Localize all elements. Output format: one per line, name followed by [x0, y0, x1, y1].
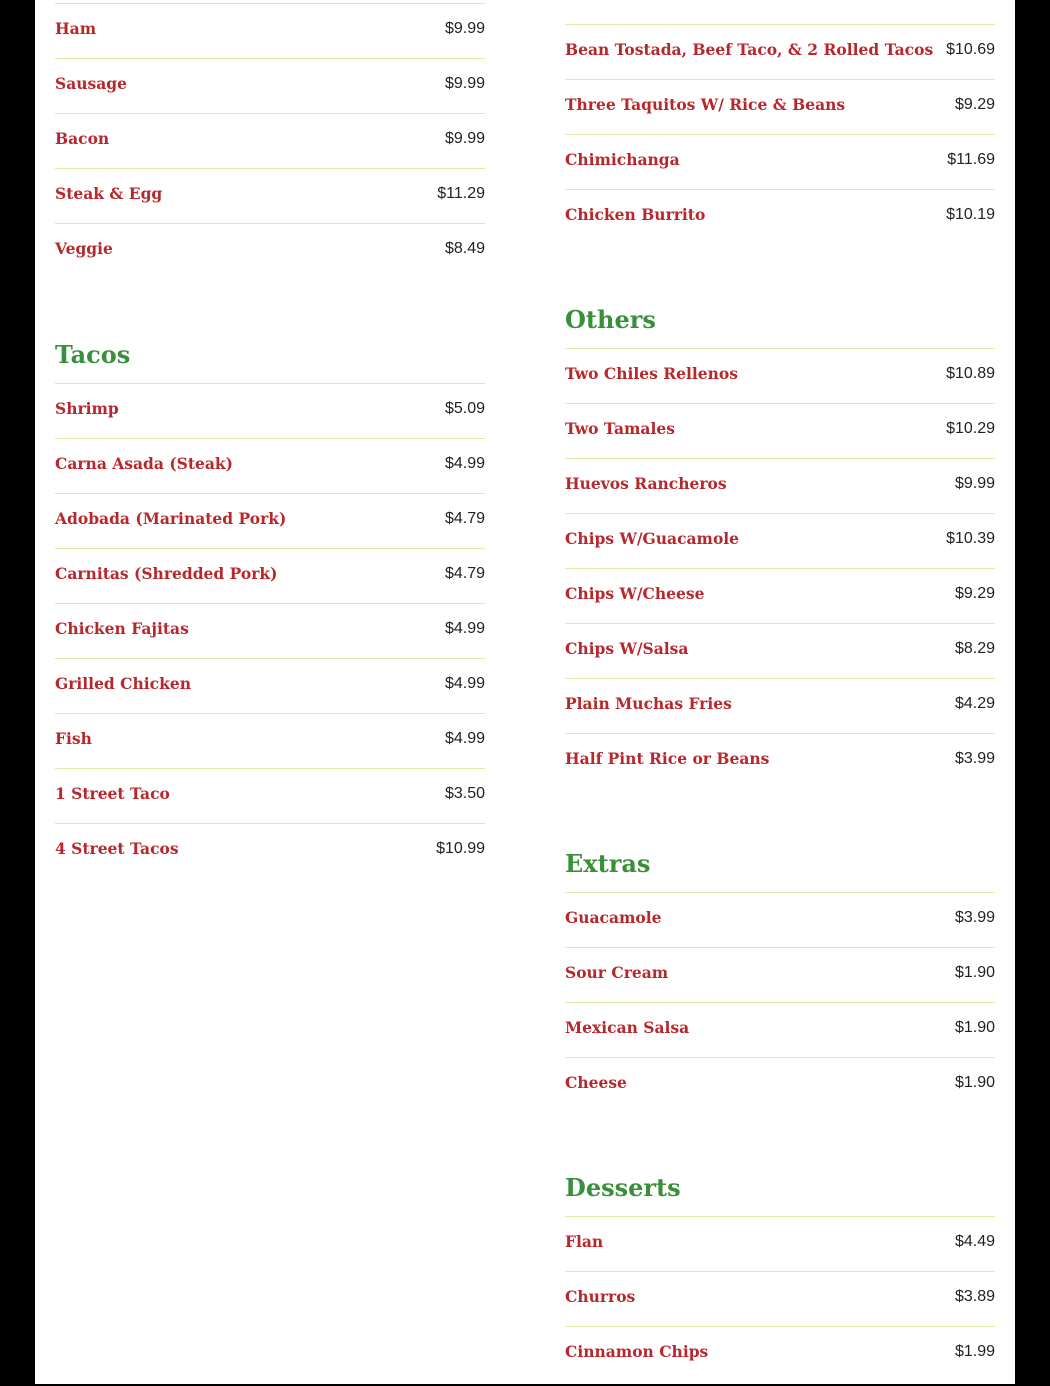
menu-item	[565, 733, 995, 788]
menu-item-price: $4.79	[444, 510, 485, 527]
menu-item	[565, 1002, 995, 1057]
menu-item-price: $1.90	[954, 964, 995, 981]
menu-item	[565, 678, 995, 733]
menu-item-name: Chips W/Salsa	[565, 639, 689, 658]
menu-item-price: $9.29	[954, 96, 995, 113]
menu-item-name: Steak & Egg	[55, 184, 163, 203]
menu-item-price: $4.29	[954, 695, 995, 712]
menu-item-price: $3.99	[954, 750, 995, 767]
menu-item-name: Veggie	[55, 239, 113, 258]
menu-item-name: Guacamole	[565, 908, 662, 927]
menu-item-name: Two Chiles Rellenos	[565, 364, 738, 383]
menu-item-price: $1.90	[954, 1074, 995, 1091]
menu-item-name: Huevos Rancheros	[565, 474, 727, 493]
menu-item	[55, 383, 485, 438]
menu-item	[55, 713, 485, 768]
menu-item	[565, 1216, 995, 1271]
combo-item-list	[565, 24, 995, 244]
menu-item-name: Ham	[55, 19, 97, 38]
menu-item-price: $1.99	[954, 1343, 995, 1360]
menu-item-name: Chips W/Cheese	[565, 584, 705, 603]
menu-item	[55, 113, 485, 168]
section-title-desserts: Desserts	[565, 1173, 681, 1202]
menu-item-price: $4.99	[444, 730, 485, 747]
menu-item	[55, 658, 485, 713]
menu-item-name: Carna Asada (Steak)	[55, 454, 233, 473]
menu-item-price: $8.49	[444, 240, 485, 257]
menu-item-name: Cinnamon Chips	[565, 1342, 709, 1361]
menu-item	[55, 603, 485, 658]
menu-item-price: $11.69	[947, 151, 995, 168]
menu-item	[565, 79, 995, 134]
menu-item	[565, 1057, 995, 1112]
menu-item-name: Mexican Salsa	[565, 1018, 690, 1037]
menu-item-price: $10.29	[946, 420, 995, 437]
menu-item-price: $4.99	[444, 620, 485, 637]
menu-item	[55, 493, 485, 548]
menu-item-name: 1 Street Taco	[55, 784, 170, 803]
menu-item-name: Chicken Fajitas	[55, 619, 189, 638]
menu-item	[565, 892, 995, 947]
menu-item	[55, 768, 485, 823]
menu-item-price: $9.99	[954, 475, 995, 492]
menu-item-name: Carnitas (Shredded Pork)	[55, 564, 278, 583]
menu-item	[565, 947, 995, 1002]
menu-item-price: $9.99	[444, 20, 485, 37]
menu-item-name: 4 Street Tacos	[55, 839, 179, 858]
menu-item-name: Chimichanga	[565, 150, 680, 169]
menu-item	[55, 58, 485, 113]
menu-item-price: $3.99	[954, 909, 995, 926]
menu-item	[565, 348, 995, 403]
menu-item-name: Fish	[55, 729, 92, 748]
menu-page	[35, 0, 1015, 1384]
menu-item	[565, 568, 995, 623]
desserts-item-list	[565, 1216, 995, 1381]
menu-item-price: $11.29	[437, 185, 485, 202]
menu-item-name: Cheese	[565, 1073, 627, 1092]
menu-item-price: $4.49	[954, 1233, 995, 1250]
menu-item-price: $10.69	[946, 41, 995, 58]
menu-item-price: $9.29	[954, 585, 995, 602]
menu-item	[565, 24, 995, 79]
menu-item-name: Two Tamales	[565, 419, 675, 438]
menu-item-price: $10.19	[946, 206, 995, 223]
breakfast-item-list	[55, 3, 485, 278]
menu-item-price: $4.79	[444, 565, 485, 582]
section-title-tacos: Tacos	[55, 340, 131, 369]
menu-item-price: $4.99	[444, 455, 485, 472]
menu-item-name: Three Taquitos W/ Rice & Beans	[565, 95, 846, 114]
menu-item	[55, 3, 485, 58]
menu-item-name: Sausage	[55, 74, 127, 93]
tacos-item-list	[55, 383, 485, 878]
others-item-list	[565, 348, 995, 788]
menu-item	[565, 189, 995, 244]
menu-item-name: Bacon	[55, 129, 110, 148]
menu-item-price: $9.99	[444, 75, 485, 92]
menu-item	[565, 1326, 995, 1381]
menu-item-price: $9.99	[444, 130, 485, 147]
menu-item-price: $10.99	[436, 840, 485, 857]
menu-item-price: $8.29	[954, 640, 995, 657]
menu-item-price: $3.50	[444, 785, 485, 802]
menu-item-name: Churros	[565, 1287, 636, 1306]
extras-item-list	[565, 892, 995, 1112]
menu-item-price: $1.90	[954, 1019, 995, 1036]
menu-item-name: Chicken Burrito	[565, 205, 706, 224]
menu-item-name: Flan	[565, 1232, 604, 1251]
menu-item-price: $3.89	[954, 1288, 995, 1305]
menu-item	[565, 513, 995, 568]
menu-item	[565, 1271, 995, 1326]
menu-item	[55, 823, 485, 878]
menu-item	[565, 458, 995, 513]
menu-item	[565, 623, 995, 678]
menu-item-name: Shrimp	[55, 399, 119, 418]
section-title-extras: Extras	[565, 849, 651, 878]
menu-item	[565, 403, 995, 458]
menu-item-price: $10.39	[946, 530, 995, 547]
menu-item	[55, 548, 485, 603]
menu-item-name: Plain Muchas Fries	[565, 694, 732, 713]
menu-item	[55, 438, 485, 493]
menu-item-name: Chips W/Guacamole	[565, 529, 740, 548]
menu-item-name: Half Pint Rice or Beans	[565, 749, 770, 768]
section-title-others: Others	[565, 305, 656, 334]
menu-item	[55, 223, 485, 278]
menu-item-name: Bean Tostada, Beef Taco, & 2 Rolled Tacos	[565, 40, 934, 59]
menu-item-name: Sour Cream	[565, 963, 669, 982]
menu-item-price: $10.89	[946, 365, 995, 382]
menu-item-name: Grilled Chicken	[55, 674, 191, 693]
menu-item	[565, 134, 995, 189]
menu-item-price: $4.99	[444, 675, 485, 692]
menu-item-price: $5.09	[444, 400, 485, 417]
menu-item-name: Adobada (Marinated Pork)	[55, 509, 287, 528]
menu-item	[55, 168, 485, 223]
